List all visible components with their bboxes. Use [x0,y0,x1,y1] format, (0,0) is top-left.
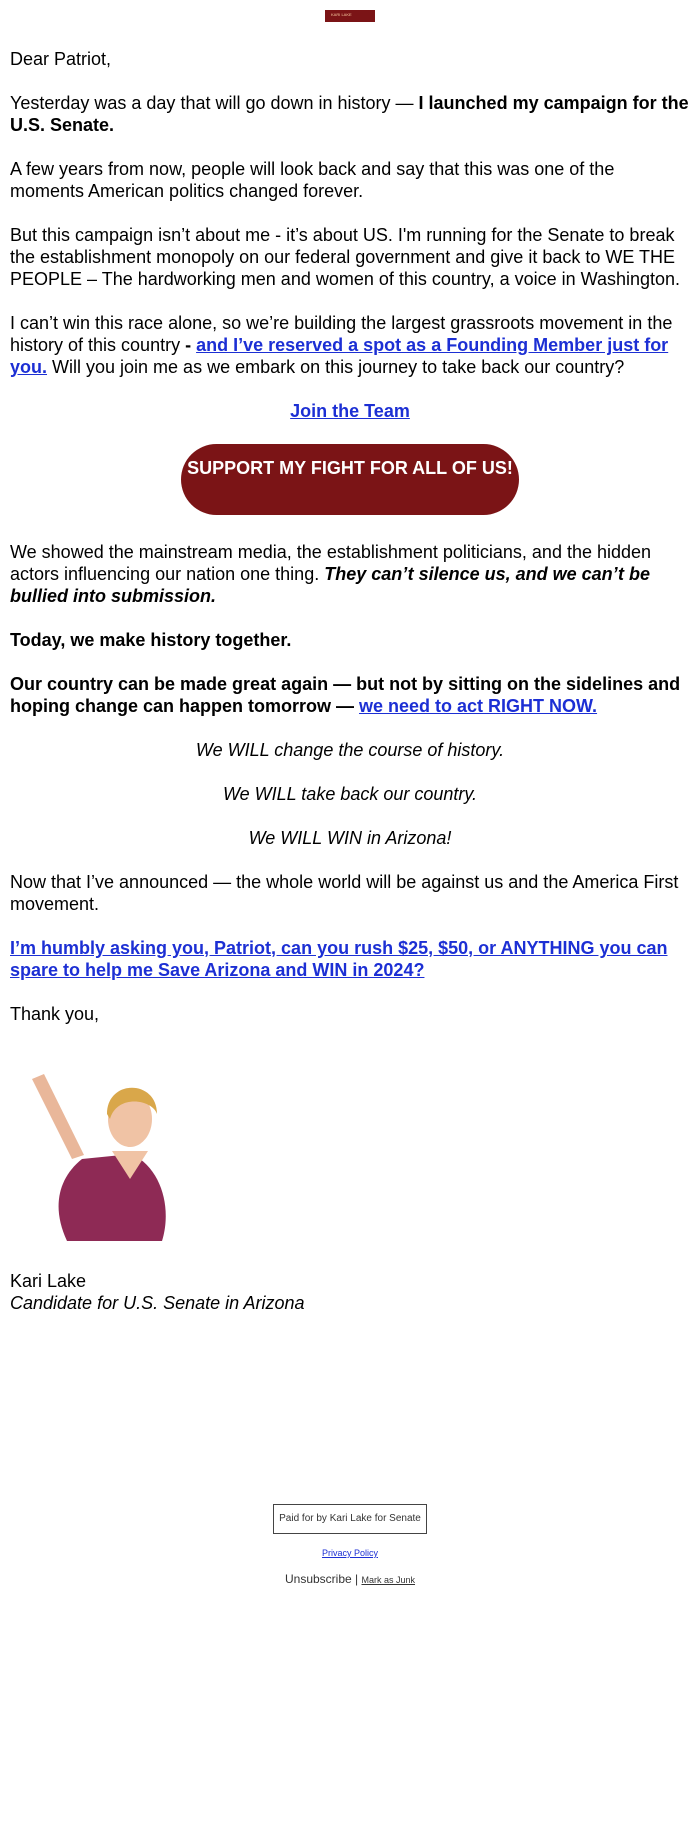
paid-for-disclaimer: Paid for by Kari Lake for Senate [273,1504,427,1534]
signer-name: Kari Lake [10,1271,87,1291]
will-1-text: We WILL change the course of history. [195,740,505,760]
ask-paragraph [10,937,690,981]
email-body [0,48,700,1591]
footer [10,1504,690,1591]
paragraph-2: A few years from now, people will look back and say that this was one of the moments American politics changed forever. [10,159,615,201]
unsubscribe-link[interactable]: Unsubscribe [284,1572,352,1586]
founding-member-link[interactable]: and I’ve reserved a spot as a Founding Member just for you. [10,335,669,377]
header-logo-banner[interactable] [325,10,375,22]
p1-text: Yesterday was a day that will go down in history — [10,93,419,113]
p4-text: I can’t win this race alone, so we’re building the largest grassroots movement in the history of this country [10,313,673,355]
paragraph-1 [10,92,690,136]
paragraph-3: But this campaign isn’t about me - it’s about US. I'm running for the Senate to break the establishment monopoly on our federal government and give it back to WE THE PEOPLE – The hardworking men and women of this country, a voice in Washington. [10,225,681,289]
will-line-1 [10,739,690,761]
logo-text: KARI LAKE [331,12,352,17]
paragraph-8: Now that I’ve announced — the whole world will be against us and the America First movement. [10,872,679,914]
candidate-photo [12,1059,172,1241]
paragraph-6 [10,629,690,651]
support-fight-button[interactable]: SUPPORT MY FIGHT FOR ALL OF US! [181,444,519,515]
greeting: Dear Patriot, [10,49,112,69]
join-row [10,400,690,422]
signer-title-text: Candidate for U.S. Senate in Arizona [10,1293,305,1313]
privacy-policy-link[interactable]: Privacy Policy [321,1548,378,1558]
paragraph-7 [10,673,690,717]
join-team-link[interactable]: Join the Team [290,401,410,421]
p1-bold: I launched my campaign for the U.S. Senate. [10,93,689,135]
mark-as-junk-link[interactable]: Mark as Junk [361,1575,416,1585]
unsubscribe-row [10,1568,690,1591]
thanks: Thank you, [10,1004,100,1024]
paragraph-4 [10,312,690,378]
will-3-text: We WILL WIN in Arizona! [248,828,452,848]
act-now-link[interactable]: we need to act RIGHT NOW. [359,696,598,716]
p4-end: Will you join me as we embark on this journey to take back our country? [47,357,625,377]
will-line-2 [10,783,690,805]
p4-dash: - [185,335,197,355]
will-2-text: We WILL take back our country. [222,784,478,804]
p7-bold: Our country can be made great again — but not by sitting on the sidelines and hoping change can happen tomorrow — [10,674,681,716]
p6-bold: Today, we make history together. [10,630,292,650]
signer-title [10,1292,690,1314]
donate-ask-link[interactable]: I’m humbly asking you, Patriot, can you rush $25, $50, or ANYTHING you can spare to help me Save Arizona and WIN in 2024? [10,938,668,980]
p5-bold: They can’t silence us, and we can’t be bullied into submission. [10,564,650,606]
separator: | [351,1572,362,1586]
p5-text: We showed the mainstream media, the establishment politicians, and the hidden actors influencing our nation one thing. [10,542,652,584]
paragraph-5 [10,541,690,607]
will-line-3 [10,827,690,849]
